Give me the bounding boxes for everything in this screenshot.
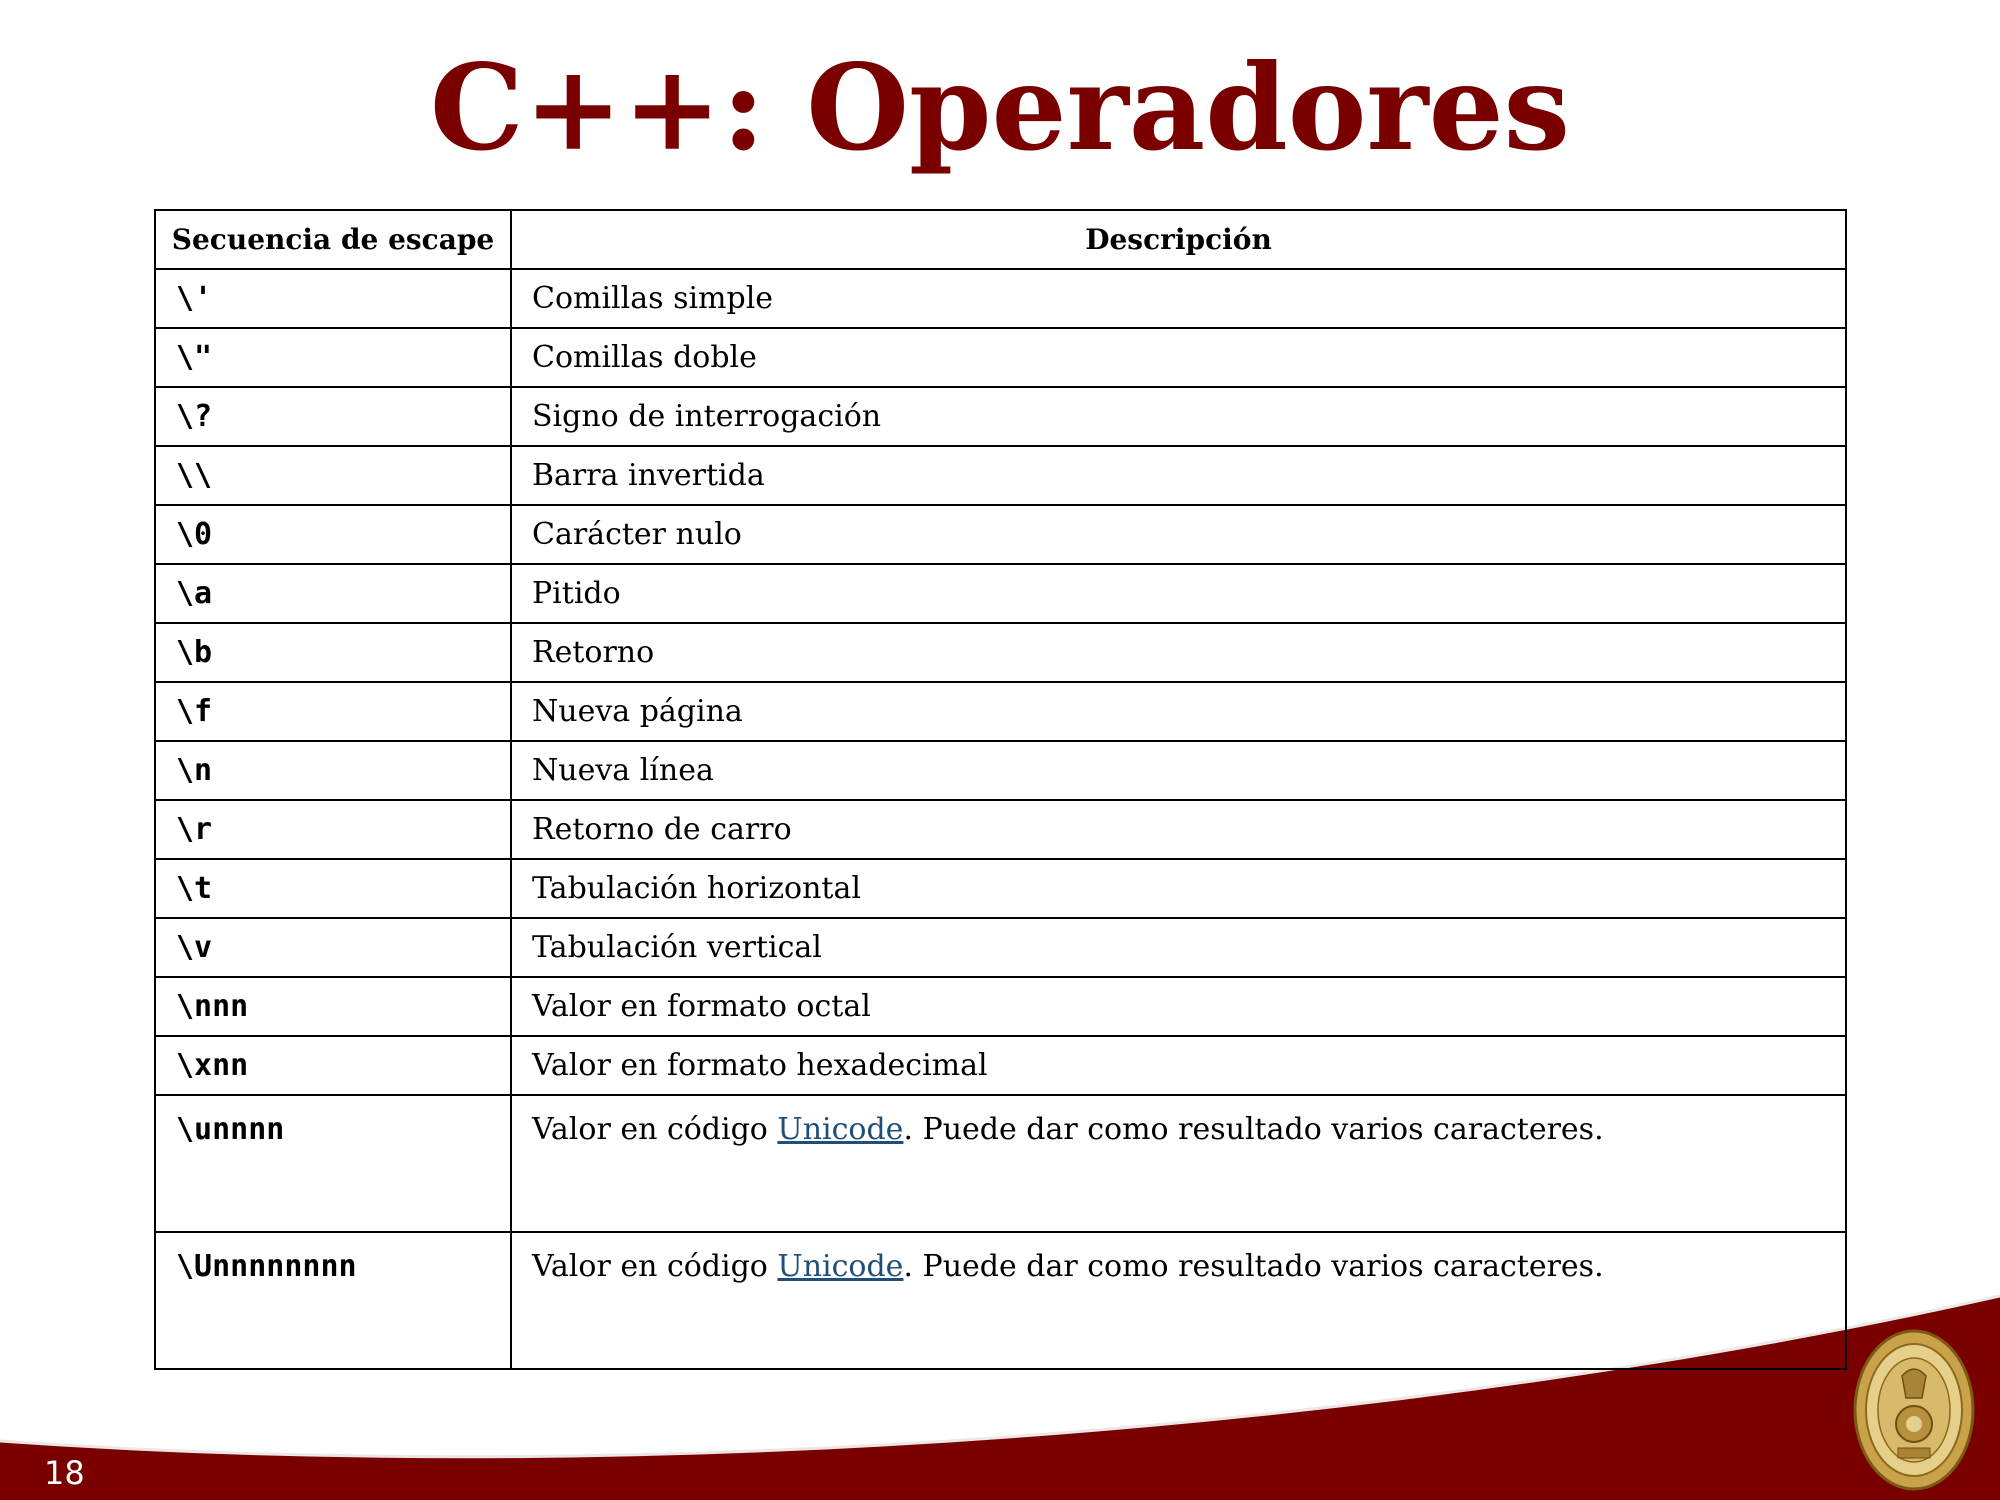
escape-code-cell: \nnn (155, 977, 511, 1036)
description-cell: Tabulación horizontal (511, 859, 1846, 918)
description-cell: Barra invertida (511, 446, 1846, 505)
description-cell: Retorno de carro (511, 800, 1846, 859)
description-text: . Puede dar como resultado varios caracteres. (903, 1249, 1604, 1284)
unicode-link[interactable]: Unicode (777, 1249, 904, 1284)
table-row (155, 564, 1846, 623)
table-row (155, 741, 1846, 800)
escape-code-cell: \unnnn (155, 1095, 511, 1232)
table-row (155, 387, 1846, 446)
unicode-link[interactable]: Unicode (777, 1112, 904, 1147)
description-cell: Valor en formato octal (511, 977, 1846, 1036)
table-row (155, 446, 1846, 505)
table-header-row (155, 210, 1846, 269)
description-cell: Pitido (511, 564, 1846, 623)
description-cell: Nueva línea (511, 741, 1846, 800)
table-row (155, 505, 1846, 564)
university-seal-icon (1852, 1328, 1976, 1492)
escape-sequence-table (154, 209, 1847, 1370)
escape-code-cell: \\ (155, 446, 511, 505)
escape-code-cell: \" (155, 328, 511, 387)
escape-code-cell: \t (155, 859, 511, 918)
table-row (155, 1036, 1846, 1095)
page-number: 18 (44, 1454, 85, 1492)
escape-code-cell: \xnn (155, 1036, 511, 1095)
table-row (155, 918, 1846, 977)
description-text: Valor en código (532, 1249, 778, 1284)
description-cell: Carácter nulo (511, 505, 1846, 564)
description-text: . Puede dar como resultado varios caracteres. (903, 1112, 1604, 1147)
description-text: Valor en código (532, 1112, 778, 1147)
table-row (155, 859, 1846, 918)
table-row (155, 269, 1846, 328)
description-cell: Valor en formato hexadecimal (511, 1036, 1846, 1095)
escape-code-cell: \b (155, 623, 511, 682)
escape-code-cell: \a (155, 564, 511, 623)
escape-code-cell: \? (155, 387, 511, 446)
description-cell (511, 1095, 1846, 1232)
page-title: C++: Operadores (429, 38, 1571, 177)
escape-code-cell: \' (155, 269, 511, 328)
description-cell (511, 1232, 1846, 1369)
escape-code-cell: \r (155, 800, 511, 859)
column-header-escape-sequence: Secuencia de escape (155, 210, 511, 269)
table-row (155, 1232, 1846, 1369)
description-cell: Nueva página (511, 682, 1846, 741)
column-header-description: Descripción (511, 210, 1846, 269)
escape-code-cell: \n (155, 741, 511, 800)
table-row (155, 800, 1846, 859)
description-cell: Comillas simple (511, 269, 1846, 328)
table-row (155, 1095, 1846, 1232)
table-row (155, 682, 1846, 741)
table-row (155, 623, 1846, 682)
escape-code-cell: \f (155, 682, 511, 741)
description-cell: Signo de interrogación (511, 387, 1846, 446)
escape-code-cell: \Unnnnnnnn (155, 1232, 511, 1369)
escape-code-cell: \v (155, 918, 511, 977)
table-row (155, 328, 1846, 387)
description-cell: Tabulación vertical (511, 918, 1846, 977)
escape-code-cell: \0 (155, 505, 511, 564)
table-row (155, 977, 1846, 1036)
description-cell: Comillas doble (511, 328, 1846, 387)
description-cell: Retorno (511, 623, 1846, 682)
